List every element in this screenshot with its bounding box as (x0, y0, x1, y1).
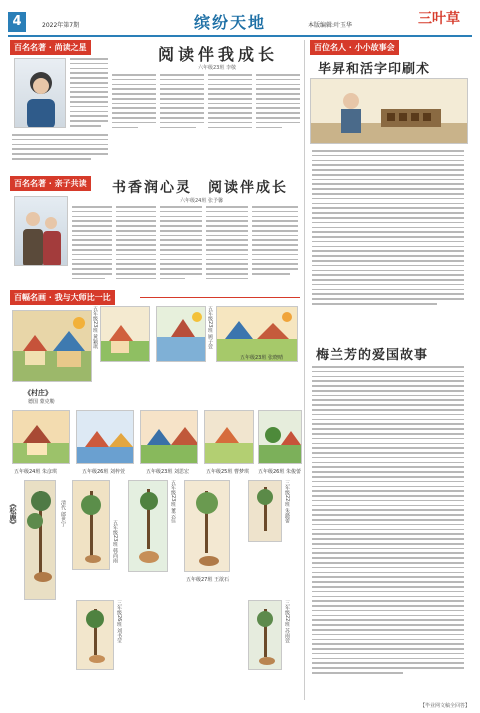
student-drawing-7 (204, 410, 254, 464)
pine-deer-scene-icon (25, 481, 56, 600)
painting-pine-deer (24, 480, 56, 600)
student-drawing-10 (128, 480, 168, 572)
tree-deer-sketch-icon (249, 601, 282, 670)
drawing-caption-11: 五年级27班 王欲石 (186, 577, 229, 583)
farm-drawing-icon (205, 411, 254, 464)
drawing-caption-3: 五年级23班 张晓晴 (240, 355, 283, 361)
student-drawing-14 (248, 600, 282, 670)
article-byline-book-scent: 六年级24班 张予馨 (180, 198, 223, 204)
article-1-col-6 (12, 134, 108, 163)
student-drawing-9 (72, 480, 110, 570)
editor-credit: 本版编辑:叶玉华 (308, 22, 353, 29)
drawing-caption-9: 五年级23班 韩尚雨 (112, 520, 118, 563)
village-drawing-icon (157, 307, 206, 362)
deer-drawing-icon (129, 481, 168, 572)
clover-logo: 三叶草 (418, 11, 460, 27)
painting-village-author: 德国 蒙克勒 (28, 399, 55, 405)
drawing-caption-4: 五年级24班 朱彦琪 (14, 469, 57, 475)
drawing-caption-1: 五年级23班 黄颖琪 (92, 306, 98, 349)
painting-pine-deer-title: 《松鹿》 (9, 500, 17, 528)
article-1-col-1 (70, 58, 108, 130)
tag-drawing: 百幅名画 · 我与大师比一比 (10, 290, 115, 305)
student-drawing-5 (76, 410, 134, 464)
header-rule (8, 35, 472, 37)
painting-village (12, 310, 92, 382)
article-2-col-1 (72, 206, 112, 283)
page-header (8, 6, 472, 36)
student-drawing-2 (156, 306, 206, 362)
student-drawing-13 (76, 600, 114, 670)
hill-village-icon (141, 411, 198, 464)
tag-famous-reading: 百名名著 · 尚读之星 (10, 40, 91, 55)
village-scene-icon (13, 311, 92, 382)
article-2-col-2 (116, 206, 156, 283)
tag-famous-small-story: 百位名人 · 小小故事会 (310, 40, 399, 55)
drawing-section-rule (140, 297, 300, 298)
article-2-col-5 (252, 206, 298, 278)
article-1-col-3 (160, 74, 204, 131)
parent-child-photo (14, 196, 68, 266)
painting-pine-deer-author: 清代 郎世宁 (60, 500, 66, 527)
drawing-caption-12: 三年级22班 朱懿蕾 (284, 480, 290, 523)
cottage-drawing-icon (13, 411, 70, 464)
article-byline-reading-growth: 六年级23班 李敬 (198, 65, 236, 71)
student-drawing-8 (258, 410, 302, 464)
printing-scene-icon (311, 79, 468, 144)
student-photo (14, 58, 66, 128)
drawing-caption-2: 五年级23班 顾子萱 (207, 306, 213, 349)
drawing-caption-10: 五年级23班 董云佳 (170, 480, 176, 523)
river-village-icon (77, 411, 134, 464)
deer-pine-sketch-icon (77, 601, 114, 670)
issue-date: 2022年第7期 (42, 22, 80, 29)
bisheng-illustration (310, 78, 468, 144)
footer-note: 【毕业网文稿全回答】 (419, 703, 470, 709)
forest-deer-icon (185, 481, 230, 572)
student-portrait-icon (15, 59, 66, 128)
drawing-caption-13: 三年级26班 刘书莹 (116, 600, 122, 643)
article-title-book-scent: 书香润心灵 阅读伴成长 (112, 180, 288, 196)
drawing-caption-6: 五年级23班 刘思宏 (146, 469, 189, 475)
drawing-caption-5: 五年级26班 刘梓萱 (82, 469, 125, 475)
column-divider (304, 40, 305, 700)
article-title-meilanfang: 梅兰芳的爱国故事 (316, 348, 429, 363)
meilanfang-text (312, 366, 464, 677)
painting-village-title: 《村庄》 (24, 389, 52, 397)
student-drawing-12 (248, 480, 282, 542)
tag-parent-child: 百名名著 · 亲子共读 (10, 176, 91, 191)
drawing-caption-14: 三年级22班 苏雨萱 (284, 600, 290, 643)
page-number: 4 (8, 12, 26, 32)
student-drawing-1 (100, 306, 150, 362)
article-2-col-3 (160, 206, 202, 283)
house-drawing-icon (101, 307, 150, 362)
family-portrait-icon (15, 197, 68, 266)
article-1-col-2 (112, 74, 156, 131)
student-drawing-6 (140, 410, 198, 464)
tree-house-icon (259, 411, 302, 464)
bisheng-text (312, 150, 464, 308)
student-drawing-11 (184, 480, 230, 572)
pine-sketch-icon (249, 481, 282, 542)
article-2-col-4 (206, 206, 248, 283)
article-1-col-4 (208, 74, 252, 131)
article-title-bisheng: 毕昇和活字印刷术 (318, 62, 431, 77)
section-title: 缤纷天地 (194, 13, 267, 32)
article-title-reading-growth: 阅读伴我成长 (158, 45, 279, 64)
student-drawing-4 (12, 410, 70, 464)
article-1-col-5 (256, 74, 300, 131)
drawing-caption-7: 五年级25班 曹梦琪 (206, 469, 249, 475)
pine-drawing-icon (73, 481, 110, 570)
drawing-caption-8: 五年级26班 朱俊蕾 (258, 469, 301, 475)
